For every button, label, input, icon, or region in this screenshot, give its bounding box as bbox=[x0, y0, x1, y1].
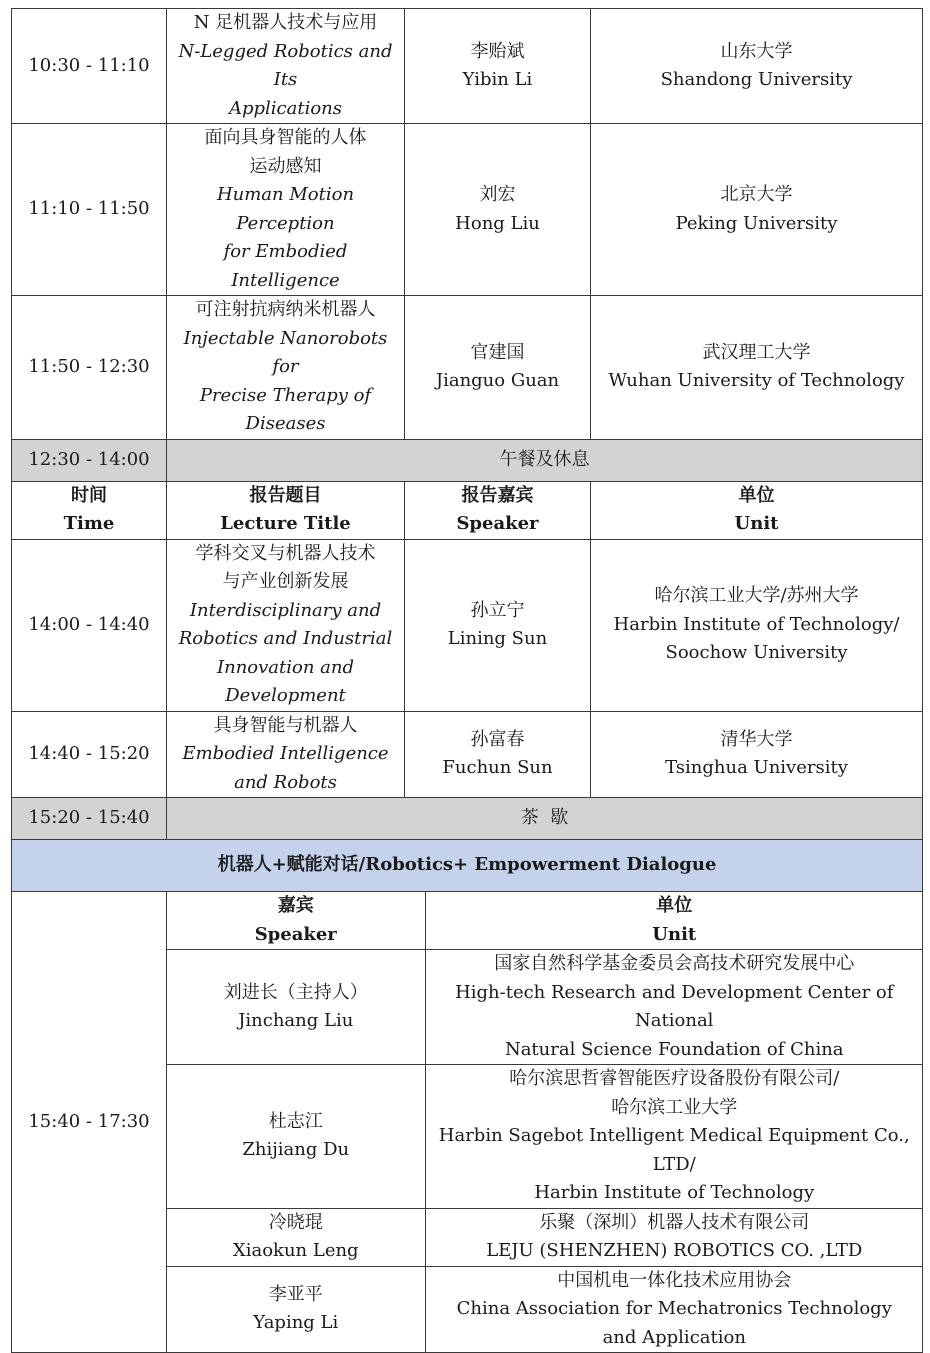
title-cn: 面向具身智能的人体 运动感知 bbox=[204, 127, 367, 177]
session-time: 14:00 - 14:40 bbox=[12, 539, 167, 711]
break-time: 12:30 - 14:00 bbox=[12, 439, 167, 481]
unit-cn: 哈尔滨工业大学/苏州大学 bbox=[654, 585, 859, 607]
unit-cn: 清华大学 bbox=[720, 728, 793, 750]
title-en-line: Human Motion Perception bbox=[216, 184, 355, 234]
title-en-line: Innovation and bbox=[216, 656, 355, 678]
session-row bbox=[12, 9, 923, 124]
dialogue-title: 机器人+赋能对话/Robotics+ Empowerment Dialogue bbox=[12, 840, 923, 892]
guest-unit-cn: 国家自然科学基金委员会高技术研究发展中心 bbox=[494, 953, 855, 974]
header-time-en: Time bbox=[63, 513, 115, 534]
schedule-table bbox=[11, 8, 923, 1353]
guest-speaker-en: Xiaokun Leng bbox=[232, 1240, 359, 1261]
break-label: 午餐及休息 bbox=[167, 439, 923, 481]
header-title-en: Lecture Title bbox=[220, 513, 351, 534]
speaker bbox=[405, 711, 591, 798]
header-unit bbox=[591, 481, 923, 539]
guest-speaker-en: Zhijiang Du bbox=[242, 1139, 350, 1161]
title-en-line: for Embodied Intelligence bbox=[223, 241, 348, 291]
speaker-cn: 李贻斌 bbox=[470, 40, 525, 62]
break-row-lunch bbox=[12, 439, 923, 481]
guest-header-row bbox=[167, 892, 923, 950]
guest-speaker-cn: 杜志江 bbox=[268, 1110, 323, 1132]
header-time-cn: 时间 bbox=[71, 484, 107, 506]
session-row bbox=[12, 711, 923, 798]
title-en-line: Embodied Intelligence bbox=[182, 743, 389, 764]
guest-speaker bbox=[167, 1266, 425, 1352]
guest-speaker bbox=[167, 950, 425, 1065]
session-time: 11:10 - 11:50 bbox=[12, 124, 167, 296]
lecture-title bbox=[167, 9, 405, 124]
guest-unit-en: Harbin Institute of Technology bbox=[534, 1182, 815, 1203]
break-time: 15:20 - 15:40 bbox=[12, 798, 167, 840]
title-en-line: Interdisciplinary and bbox=[189, 599, 382, 621]
speaker-en: Hong Liu bbox=[455, 212, 540, 234]
guest-unit-en: LEJU (SHENZHEN) ROBOTICS CO. ,LTD bbox=[486, 1240, 863, 1261]
lecture-title bbox=[167, 124, 405, 296]
session-time: 14:40 - 15:20 bbox=[12, 711, 167, 798]
lecture-title bbox=[167, 711, 405, 798]
speaker-en: Lining Sun bbox=[447, 628, 548, 649]
guest-unit-en: High-tech Research and Development Center of National bbox=[455, 981, 894, 1031]
guest-table bbox=[167, 892, 923, 1352]
dialogue-band bbox=[12, 840, 923, 892]
title-en-line: Diseases bbox=[245, 413, 326, 434]
guest-speaker-en: Jinchang Liu bbox=[238, 1010, 354, 1031]
title-en-line: N-Legged Robotics and Its bbox=[178, 40, 393, 90]
header-speaker-cn: 报告嘉宾 bbox=[461, 484, 534, 506]
guest-header-speaker-cn: 嘉宾 bbox=[277, 895, 314, 916]
speaker bbox=[405, 9, 591, 124]
speaker bbox=[405, 539, 591, 711]
unit-en: Harbin Institute of Technology/ bbox=[613, 613, 900, 635]
guest-speaker-cn: 刘进长（主持人） bbox=[223, 981, 368, 1003]
guest-speaker-en: Yaping Li bbox=[253, 1312, 339, 1334]
guest-row bbox=[167, 1065, 923, 1209]
unit-cn: 北京大学 bbox=[720, 184, 793, 205]
title-en-line: and Robots bbox=[234, 771, 337, 793]
speaker-cn: 刘宏 bbox=[479, 184, 516, 205]
title-cn: 具身智能与机器人 bbox=[213, 714, 358, 736]
guest-unit-cn: 中国机电一体化技术应用协会 bbox=[557, 1269, 792, 1291]
unit-en: Shandong University bbox=[660, 69, 853, 90]
header-time bbox=[12, 481, 167, 539]
guest-header-unit-en: Unit bbox=[652, 923, 697, 945]
unit-en: Peking University bbox=[675, 212, 838, 234]
speaker-en: Yibin Li bbox=[462, 69, 533, 90]
guest-header-unit-cn: 单位 bbox=[656, 895, 693, 916]
lecture-title bbox=[167, 296, 405, 440]
column-header-row bbox=[12, 481, 923, 539]
guest-unit bbox=[425, 1065, 923, 1209]
header-title-cn: 报告题目 bbox=[249, 484, 322, 506]
session-time: 11:50 - 12:30 bbox=[12, 296, 167, 440]
guest-speaker bbox=[167, 1065, 425, 1209]
title-cn: 可注射抗病纳米机器人 bbox=[195, 299, 376, 320]
unit bbox=[591, 9, 923, 124]
guest-row bbox=[167, 950, 923, 1065]
guest-unit bbox=[425, 1266, 923, 1352]
header-unit-en: Unit bbox=[734, 513, 779, 534]
title-cn: N 足机器人技术与应用 bbox=[193, 12, 378, 33]
speaker-cn: 孙立宁 bbox=[470, 599, 525, 621]
header-unit-cn: 单位 bbox=[738, 484, 775, 506]
unit bbox=[591, 296, 923, 440]
speaker bbox=[405, 296, 591, 440]
title-en-line: Precise Therapy of bbox=[199, 384, 372, 406]
session-row bbox=[12, 124, 923, 296]
dialogue-row bbox=[12, 892, 923, 1353]
speaker-cn: 孙富春 bbox=[470, 728, 525, 750]
unit-en: Wuhan University of Technology bbox=[608, 370, 905, 392]
guest-header-speaker bbox=[167, 892, 425, 950]
guest-speaker bbox=[167, 1208, 425, 1266]
guest-row bbox=[167, 1208, 923, 1266]
header-speaker bbox=[405, 481, 591, 539]
session-time: 10:30 - 11:10 bbox=[12, 9, 167, 124]
guest-speaker-cn: 冷晓琨 bbox=[268, 1211, 323, 1233]
lecture-title bbox=[167, 539, 405, 711]
unit-cn: 山东大学 bbox=[720, 40, 793, 62]
header-title bbox=[167, 481, 405, 539]
title-en-line: Development bbox=[225, 685, 346, 706]
guest-unit bbox=[425, 950, 923, 1065]
dialogue-guests bbox=[167, 892, 923, 1353]
guest-unit bbox=[425, 1208, 923, 1266]
guest-unit-en: Harbin Sagebot Intelligent Medical Equipment Co., LTD/ bbox=[438, 1125, 910, 1175]
guest-speaker-cn: 李亚平 bbox=[268, 1283, 323, 1305]
unit bbox=[591, 124, 923, 296]
unit-en: Soochow University bbox=[665, 642, 848, 664]
unit-cn: 武汉理工大学 bbox=[702, 341, 811, 363]
guest-row bbox=[167, 1266, 923, 1352]
speaker bbox=[405, 124, 591, 296]
guest-header-unit bbox=[425, 892, 923, 950]
speaker-en: Jianguo Guan bbox=[435, 370, 560, 392]
dialogue-time: 15:40 - 17:30 bbox=[12, 892, 167, 1353]
guest-unit-cn: 乐聚（深圳）机器人技术有限公司 bbox=[539, 1211, 810, 1233]
title-en-line: Applications bbox=[228, 97, 343, 119]
title-en-line: Injectable Nanorobots for bbox=[183, 327, 388, 377]
unit bbox=[591, 539, 923, 711]
break-label: 茶 歇 bbox=[167, 798, 923, 840]
schedule-page bbox=[11, 8, 922, 1353]
session-row bbox=[12, 539, 923, 711]
title-cn: 学科交叉与机器人技术 与产业创新发展 bbox=[195, 542, 376, 592]
guest-header-speaker-en: Speaker bbox=[254, 923, 337, 945]
title-en-line: Robotics and Industrial bbox=[178, 628, 393, 649]
unit bbox=[591, 711, 923, 798]
speaker-en: Fuchun Sun bbox=[442, 757, 553, 779]
unit-en: Tsinghua University bbox=[665, 757, 848, 779]
header-speaker-en: Speaker bbox=[456, 513, 539, 534]
break-row-tea bbox=[12, 798, 923, 840]
speaker-cn: 官建国 bbox=[470, 341, 525, 363]
session-row bbox=[12, 296, 923, 440]
guest-unit-cn: 哈尔滨思哲睿智能医疗设备股份有限公司/ 哈尔滨工业大学 bbox=[509, 1068, 840, 1118]
guest-unit-en: Natural Science Foundation of China bbox=[504, 1038, 844, 1060]
guest-unit-en: China Association for Mechatronics Technology bbox=[456, 1298, 892, 1319]
guest-unit-en: and Application bbox=[602, 1326, 746, 1348]
